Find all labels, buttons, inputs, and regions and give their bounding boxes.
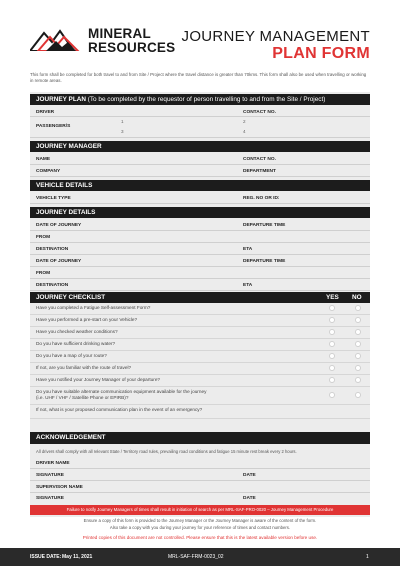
logo-text bbox=[88, 27, 175, 55]
from-row-2[interactable] bbox=[30, 268, 370, 279]
manager-contact-label: CONTACT NO. bbox=[243, 157, 276, 162]
departure-label-2: DEPARTURE TIME bbox=[243, 259, 286, 264]
row-divider bbox=[30, 350, 370, 351]
checklist-question: If not, are you familiar with the route of travel? bbox=[36, 365, 132, 370]
date-label-ack-2: DATE bbox=[243, 496, 256, 501]
destination-row-2[interactable] bbox=[30, 280, 370, 291]
date-row-1[interactable] bbox=[30, 220, 370, 231]
journey-plan-subtitle: (To be completed by the requestor of person travelling to and from the Site / Project) bbox=[87, 96, 326, 103]
header bbox=[0, 0, 400, 72]
passenger-3: 3 bbox=[121, 129, 124, 134]
destination-label-1: DESTINATION bbox=[36, 247, 69, 252]
journey-details-heading: JOURNEY DETAILS bbox=[30, 207, 370, 218]
supervisor-signature-row[interactable] bbox=[30, 494, 370, 504]
intro-text: This form shall be completed for both travel to and from Site / Project where the travel distance is greater than 70kms. This form shall also be used when travelling or working in remote areas. bbox=[30, 72, 367, 83]
company-label: COMPANY bbox=[36, 169, 61, 174]
driver-label: DRIVER bbox=[36, 110, 55, 115]
row-divider bbox=[30, 338, 370, 339]
checklist-question: If not, what is your proposed communication plan in the event of an emergency? bbox=[36, 407, 203, 412]
row-divider bbox=[30, 314, 370, 315]
signature-label-2: SIGNATURE bbox=[36, 496, 64, 501]
passenger-4: 4 bbox=[243, 129, 246, 134]
no-radio[interactable] bbox=[355, 341, 361, 347]
row-divider bbox=[30, 418, 370, 419]
page-title bbox=[182, 28, 370, 63]
footer bbox=[0, 548, 400, 566]
no-radio[interactable] bbox=[355, 353, 361, 359]
yes-radio[interactable] bbox=[329, 365, 335, 371]
manager-name-row[interactable] bbox=[30, 154, 370, 165]
issue-date-label: ISSUE DATE: bbox=[30, 554, 62, 560]
from-label-1: FROM bbox=[36, 235, 51, 240]
yes-radio[interactable] bbox=[329, 317, 335, 323]
no-radio[interactable] bbox=[355, 305, 361, 311]
yes-radio[interactable] bbox=[329, 305, 335, 311]
no-column-header: NO bbox=[352, 294, 362, 301]
date-label-ack-1: DATE bbox=[243, 473, 256, 478]
checklist-heading bbox=[30, 292, 370, 303]
no-radio[interactable] bbox=[355, 365, 361, 371]
passenger-2: 2 bbox=[243, 119, 246, 124]
checklist-question: Do you have a map of your route? bbox=[36, 353, 107, 358]
destination-row-1[interactable] bbox=[30, 244, 370, 255]
vehicle-type-label: VEHICLE TYPE bbox=[36, 196, 71, 201]
no-radio[interactable] bbox=[355, 392, 361, 398]
journey-manager-heading: JOURNEY MANAGER bbox=[30, 141, 370, 152]
journey-plan-heading bbox=[30, 94, 370, 105]
contact-label: CONTACT NO. bbox=[243, 110, 276, 115]
yes-radio[interactable] bbox=[329, 392, 335, 398]
destination-label-2: DESTINATION bbox=[36, 283, 69, 288]
row-divider bbox=[30, 374, 370, 375]
checklist-question: Have you notified your Journey Manager of your departure? bbox=[36, 377, 161, 382]
passengers-row[interactable] bbox=[30, 118, 370, 138]
journey-plan-title: JOURNEY PLAN bbox=[36, 96, 86, 103]
driver-row[interactable] bbox=[30, 107, 370, 117]
yes-radio[interactable] bbox=[329, 377, 335, 383]
reg-label: REG. NO OR ID: bbox=[243, 196, 280, 201]
eta-label-2: ETA bbox=[243, 283, 253, 288]
supervisor-name-row[interactable] bbox=[30, 482, 370, 493]
driver-signature-row[interactable] bbox=[30, 470, 370, 481]
row-divider bbox=[30, 326, 370, 327]
departure-label-1: DEPARTURE TIME bbox=[243, 223, 286, 228]
driver-name-row[interactable] bbox=[30, 458, 370, 469]
yes-radio[interactable] bbox=[329, 353, 335, 359]
row-divider bbox=[30, 404, 370, 405]
no-radio[interactable] bbox=[355, 377, 361, 383]
checklist-question: Have you checked weather conditions? bbox=[36, 329, 118, 334]
row-divider bbox=[30, 386, 370, 387]
driver-name-label: DRIVER NAME bbox=[36, 461, 70, 466]
vehicle-heading: VEHICLE DETAILS bbox=[30, 180, 370, 191]
note-2: Also take a copy with you during your journey for your reference of times and contact numbers. bbox=[109, 525, 291, 530]
passengers-label: PASSENGER/S bbox=[36, 124, 71, 129]
checklist-question: Have you completed a Fatigue Self-assessment Form? bbox=[36, 305, 151, 310]
yes-radio[interactable] bbox=[329, 329, 335, 335]
checklist-question: Have you performed a pre-start on your Vehicle? bbox=[36, 317, 138, 322]
supervisor-name-label: SUPERVISOR NAME bbox=[36, 485, 83, 490]
checklist-question: Do you have sufficient drinking water? bbox=[36, 341, 116, 346]
no-radio[interactable] bbox=[355, 317, 361, 323]
yes-column-header: YES bbox=[326, 294, 339, 301]
issue-date-value: May 11, 2021 bbox=[62, 554, 93, 560]
no-radio[interactable] bbox=[355, 329, 361, 335]
acknowledgement-text: All drivers shall comply with all relevant State / Territory road rules, prevailing road conditions and fatigue 15 minute rest break every 2 hours. bbox=[36, 449, 297, 454]
row-divider bbox=[30, 362, 370, 363]
mountain-logo-icon bbox=[30, 29, 84, 51]
passenger-1: 1 bbox=[121, 119, 124, 124]
note-1: Ensure a copy of this form is provided to the Journey Manager or the Journey Manager is aware of the content of the form. bbox=[83, 518, 317, 523]
title-line2: PLAN FORM bbox=[272, 45, 370, 62]
signature-label-1: SIGNATURE bbox=[36, 473, 64, 478]
logo-line1: MINERAL bbox=[88, 26, 151, 41]
from-label-2: FROM bbox=[36, 271, 51, 276]
from-row-1[interactable] bbox=[30, 232, 370, 243]
checklist-title: JOURNEY CHECKLIST bbox=[36, 294, 106, 301]
date-label-1: DATE OF JOURNEY bbox=[36, 223, 82, 228]
date-label-2: DATE OF JOURNEY bbox=[36, 259, 82, 264]
warning-banner: Failure to notify Journey Managers of times shall result in initiation of search as per MRL-SAF-PRO-0020 – Journey Management Procedure bbox=[30, 505, 370, 515]
company-logo bbox=[30, 26, 180, 66]
checklist-question: (i.e. UHF / VHF / Satellite Phone or EPIRB)? bbox=[36, 395, 129, 400]
page-number: 1 bbox=[366, 554, 369, 560]
manager-name-label: NAME bbox=[36, 157, 51, 162]
checklist-question: Do you have suitable alternate communication equipment available for the journey bbox=[36, 389, 207, 394]
vehicle-row[interactable] bbox=[30, 193, 370, 204]
yes-radio[interactable] bbox=[329, 341, 335, 347]
date-row-2[interactable] bbox=[30, 256, 370, 267]
document-number: MRL-SAF-FRM-0023_02 bbox=[168, 554, 224, 560]
title-line1: JOURNEY MANAGEMENT bbox=[181, 28, 370, 45]
eta-label-1: ETA bbox=[243, 247, 253, 252]
department-label: DEPARTMENT bbox=[243, 169, 276, 174]
uncontrolled-note: Printed copies of this document are not controlled. Please ensure that this is the latest available version before use. bbox=[82, 535, 318, 540]
manager-company-row[interactable] bbox=[30, 166, 370, 177]
acknowledgement-heading: ACKNOWLEDGEMENT bbox=[30, 432, 370, 444]
logo-line2: RESOURCES bbox=[88, 40, 176, 55]
